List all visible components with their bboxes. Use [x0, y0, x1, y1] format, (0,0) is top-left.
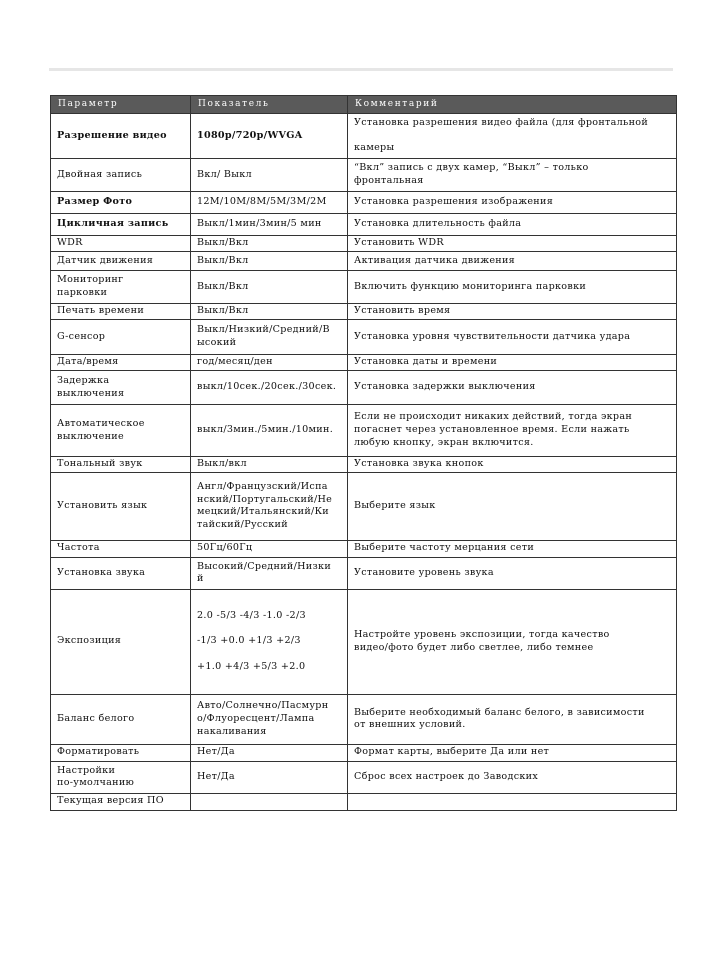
table-row	[51, 236, 677, 252]
comment-cell: Если не происходит никаких действий, тогда экран погаснет через установленное время. Если нажать любую кнопку, экран включится.	[348, 405, 677, 457]
param-cell: Настройки по-умолчанию	[51, 761, 191, 793]
comment-cell: Настройте уровень экспозиции, тогда качество видео/фото будет либо светлее, либо темнее	[348, 589, 677, 694]
comment-cell: Установка задержки выключения	[348, 371, 677, 405]
header-parameter: Параметр	[51, 96, 191, 114]
param-cell: Частота	[51, 540, 191, 557]
settings-table	[50, 95, 677, 811]
comment-cell: Выберите необходимый баланс белого, в зависимости от внешних условий.	[348, 694, 677, 744]
table-row	[51, 457, 677, 473]
value-cell: 2.0 -5/3 -4/3 -1.0 -2/3 -1/3 +0.0 +1/3 +2/3 +1.0 +4/3 +5/3 +2.0	[191, 589, 348, 694]
param-cell: Тональный звук	[51, 457, 191, 473]
param-cell: Разрешение видео	[51, 114, 191, 159]
comment-cell: Выберите язык	[348, 472, 677, 540]
table-row	[51, 540, 677, 557]
comment-cell: Установка звука кнопок	[348, 457, 677, 473]
value-cell: 12M/10M/8M/5M/3M/2M	[191, 192, 348, 214]
table-row	[51, 405, 677, 457]
value-cell: Вкл/ Выкл	[191, 159, 348, 192]
value-cell: Нет/Да	[191, 761, 348, 793]
value-cell: выкл/10сек./20сек./30сек.	[191, 371, 348, 405]
param-cell: Цикличная запись	[51, 214, 191, 236]
table-row	[51, 271, 677, 304]
comment-cell: Установить время	[348, 304, 677, 320]
value-cell: Выкл/Вкл	[191, 236, 348, 252]
value-cell: 50Гц/60Гц	[191, 540, 348, 557]
comment-cell: Установите уровень звука	[348, 557, 677, 589]
comment-cell: Включить функцию мониторинга парковки	[348, 271, 677, 304]
value-cell: Высокий/Средний/Низки й	[191, 557, 348, 589]
table-row	[51, 192, 677, 214]
param-cell: Размер Фото	[51, 192, 191, 214]
param-cell: Установить язык	[51, 472, 191, 540]
table-row	[51, 214, 677, 236]
param-cell: Автоматическое выключение	[51, 405, 191, 457]
param-cell: Дата/время	[51, 355, 191, 371]
value-cell: год/месяц/ден	[191, 355, 348, 371]
param-cell: Датчик движения	[51, 252, 191, 271]
table-row	[51, 744, 677, 761]
param-cell: Задержка выключения	[51, 371, 191, 405]
param-cell: WDR	[51, 236, 191, 252]
param-cell: Мониторинг парковки	[51, 271, 191, 304]
comment-cell: Установка разрешения видео файла (для фронтальной камеры	[348, 114, 677, 159]
value-cell: 1080p/720p/WVGA	[191, 114, 348, 159]
param-cell: Форматировать	[51, 744, 191, 761]
comment-cell: Установка уровня чувствительности датчика удара	[348, 320, 677, 355]
value-cell: Авто/Солнечно/Пасмурн о/Флуоресцент/Лампа накаливания	[191, 694, 348, 744]
comment-cell: Установить WDR	[348, 236, 677, 252]
comment-cell: Формат карты, выберите Да или нет	[348, 744, 677, 761]
comment-cell: Выберите частоту мерцания сети	[348, 540, 677, 557]
comment-cell: Установка даты и времени	[348, 355, 677, 371]
param-cell: Баланс белого	[51, 694, 191, 744]
table-row	[51, 355, 677, 371]
value-cell: Выкл/вкл	[191, 457, 348, 473]
param-cell: G-сенсор	[51, 320, 191, 355]
table-row	[51, 589, 677, 694]
table-header-row	[51, 96, 677, 114]
table-row	[51, 557, 677, 589]
param-cell: Двойная запись	[51, 159, 191, 192]
table-row	[51, 694, 677, 744]
value-cell: Нет/Да	[191, 744, 348, 761]
comment-cell: Активация датчика движения	[348, 252, 677, 271]
param-cell: Печать времени	[51, 304, 191, 320]
comment-cell: Установка длительность файла	[348, 214, 677, 236]
table-row	[51, 761, 677, 793]
value-cell: Выкл/Вкл	[191, 271, 348, 304]
value-cell	[191, 793, 348, 810]
comment-cell: “Вкл” запись с двух камер, “Выкл” – только фронтальная	[348, 159, 677, 192]
table-row	[51, 793, 677, 810]
table-row	[51, 472, 677, 540]
value-cell: Выкл/Вкл	[191, 252, 348, 271]
param-cell: Текущая версия ПО	[51, 793, 191, 810]
header-comment: Комментарий	[348, 96, 677, 114]
value-cell: Выкл/Вкл	[191, 304, 348, 320]
comment-cell: Сброс всех настроек до Заводских	[348, 761, 677, 793]
value-cell: Выкл/1мин/3мин/5 мин	[191, 214, 348, 236]
header-value: Показатель	[191, 96, 348, 114]
comment-cell: Установка разрешения изображения	[348, 192, 677, 214]
table-row	[51, 304, 677, 320]
table-row	[51, 159, 677, 192]
value-cell: Англ/Французский/Испа нский/Португальский/Не мецкий/Итальянский/Ки тайский/Русский	[191, 472, 348, 540]
table-row	[51, 114, 677, 159]
comment-cell	[348, 793, 677, 810]
param-cell: Установка звука	[51, 557, 191, 589]
param-cell: Экспозиция	[51, 589, 191, 694]
table-row	[51, 371, 677, 405]
table-row	[51, 320, 677, 355]
top-divider	[49, 68, 673, 71]
value-cell: Выкл/Низкий/Средний/В ысокий	[191, 320, 348, 355]
value-cell: выкл/3мин./5мин./10мин.	[191, 405, 348, 457]
table-row	[51, 252, 677, 271]
